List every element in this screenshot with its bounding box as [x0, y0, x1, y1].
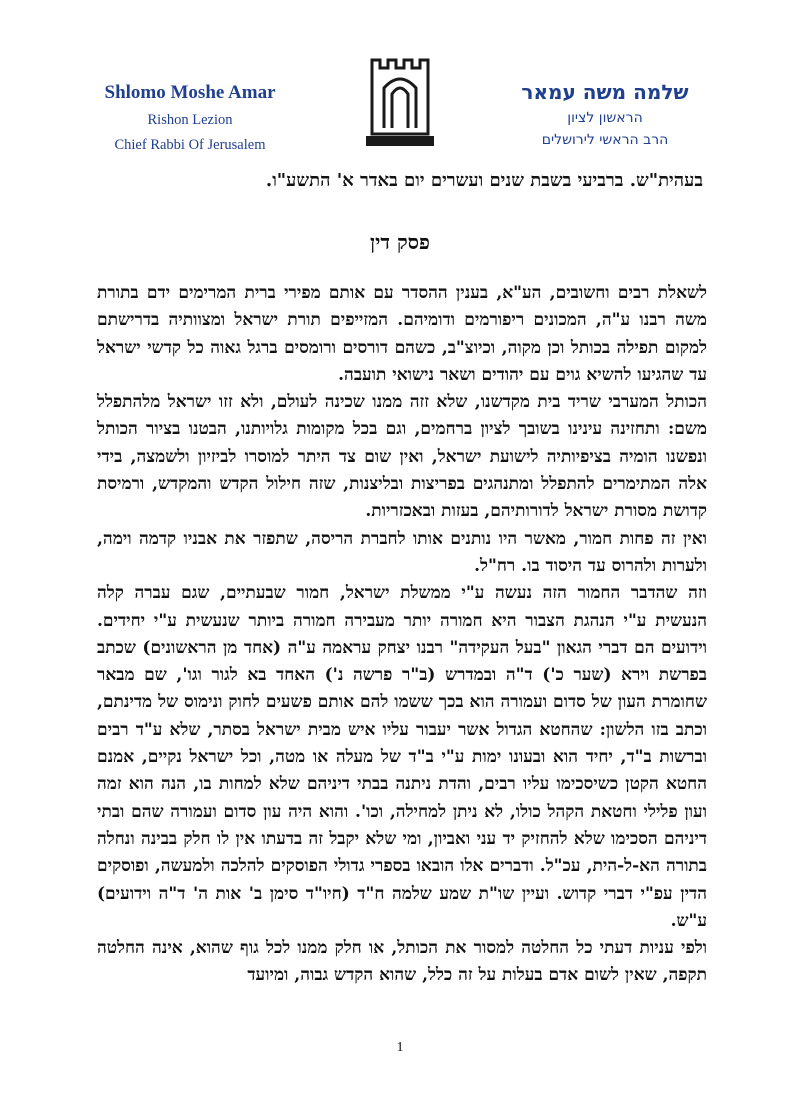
- rabbi-title-english-1: Rishon Lezion: [147, 112, 233, 128]
- rabbi-title-hebrew-2: הרב הראשי לירושלים: [541, 132, 669, 148]
- paragraph: הכותל המערבי שריד בית מקדשנו, שלא זזה ממנו שכינה לעולם, ולא זזו ישראל מלהתפלל משם: ותחזינה עינינו בשובך לציון ברחמים, וגם בכל מקומות גלויותנו, הבטנו בציור הכותל ונפשנו הומיה בציפיותיה לישועת ישראל, ואין שום צד היתר למוסרו לביזיון ולשמצה, בידי אלה המתימרים להתפלל ומתנהגים בפריצות ובליצנות, שזה חילול הקדש והמקדש, ורמיסת קדושת מסורת ישראל לדורותיהם, בעזות ובאכזריות.: [97, 392, 707, 522]
- rabbi-title-hebrew-1: הראשון לציון: [567, 110, 643, 126]
- page-number: 1: [396, 1040, 404, 1055]
- rabbi-name-hebrew: שלמה משה עמאר: [521, 80, 689, 104]
- paragraph: ואין זה פחות חמור, מאשר היו נותנים אותו לחברת הריסה, שתפזר את אבניו קדמה וימה, ולערות ולהרוס עד היסוד בו. רח"ל.: [97, 528, 707, 576]
- ruling-body: [97, 280, 707, 990]
- rabbi-name-english: Shlomo Moshe Amar: [104, 82, 276, 103]
- date-line: בעהית"ש. ברביעי בשבת שנים ועשרים יום באדר א' התשע"ו.: [265, 170, 703, 191]
- paragraph: לשאלת רבים וחשובים, הע"א, בענין ההסדר עם אותם מפירי ברית המרימים ידם בתורת משה רבנו ע"ה, המכונים ריפורמים ודומיהם. המזייפים תורת ישראל ומצוותיה בדרישתם למקום תפילה בכותל וכן מקוה, וכיוצ"ב, כשהם דורסים ורומסים ברגל גאוה כל קדשי ישראל עד שהגיעו להשיא גוים עם יהודים ושאר נישואי תועבה.: [97, 283, 707, 385]
- rabbinate-tower-emblem-icon: [362, 52, 438, 152]
- paragraph: וזה שהדבר החמור הזה נעשה ע"י ממשלת ישראל, חמור שבעתיים, שגם עברה קלה הנעשית ע"י הנהגת הצבור היא חמורה יותר מעבירה חמורה ביותר שנעשית ע"י יחידים. וידועים הם דברי הגאון "בעל העקידה" רבנו יצחק עראמה ע"ה (אחד מן הראשונים) שכתב בפרשת וירא (שער כ') ד"ה ובמדרש (ב"ר פרשה נ') האחד בא לגור וגו', שם מבאר שחומרת העון של סדום ועמורה הוא בכך ששמו להם אותם פשעים לחוק ונימוס של מדינתם, וכתב בזו הלשון: שהחטא הגדול אשר יעבור עליו איש מבית ישראל בסתר, שלא ע"ד רבים וברשות ב"ד, יחיד הוא ובעונו ימות ע"י ב"ד של מעלה או מטה, וכל ישראל נקיים, אמנם החטא הקטן כשיסכימו עליו רבים, והדת ניתנה בבתי דיניהם שלא למחות בו, הנה הוא זמה ועון פלילי וחטאת הקהל כולו, לא ניתן למחילה, וכו'. והוא היה עון סדום ועמורה שהם ובתי דיניהם הסכימו שלא להחזיק יד עני ואביון, ומי שלא יקבל זה בדעתו אין לו חלק בבינה ונחלה בתורה הא-ל-הית, עכ"ל. ודברים אלו הובאו בספרי גדולי הפוסקים להלכה ולמעשה, ופוסקים הדין עפ"י דברי קדוש. ועיין שו"ת שמע שלמה ח"ד (חיו"ד סימן ב' אות ה' ד"ה וידועים) ע"ש.: [97, 583, 707, 931]
- rabbi-title-english-2: Chief Rabbi Of Jerusalem: [114, 137, 266, 153]
- page-title: פסק דין: [370, 230, 430, 254]
- letterhead-english: [95, 82, 285, 154]
- paragraph: ולפי עניות דעתי כל החלטה למסור את הכותל, או חלק ממנו לכל גוף שהוא, אינה החלטה תקפה, שאין לשום אדם בעלות על זה כלל, שהוא הקדש גבוה, ומיועד: [97, 938, 707, 986]
- letterhead-hebrew: [505, 80, 705, 148]
